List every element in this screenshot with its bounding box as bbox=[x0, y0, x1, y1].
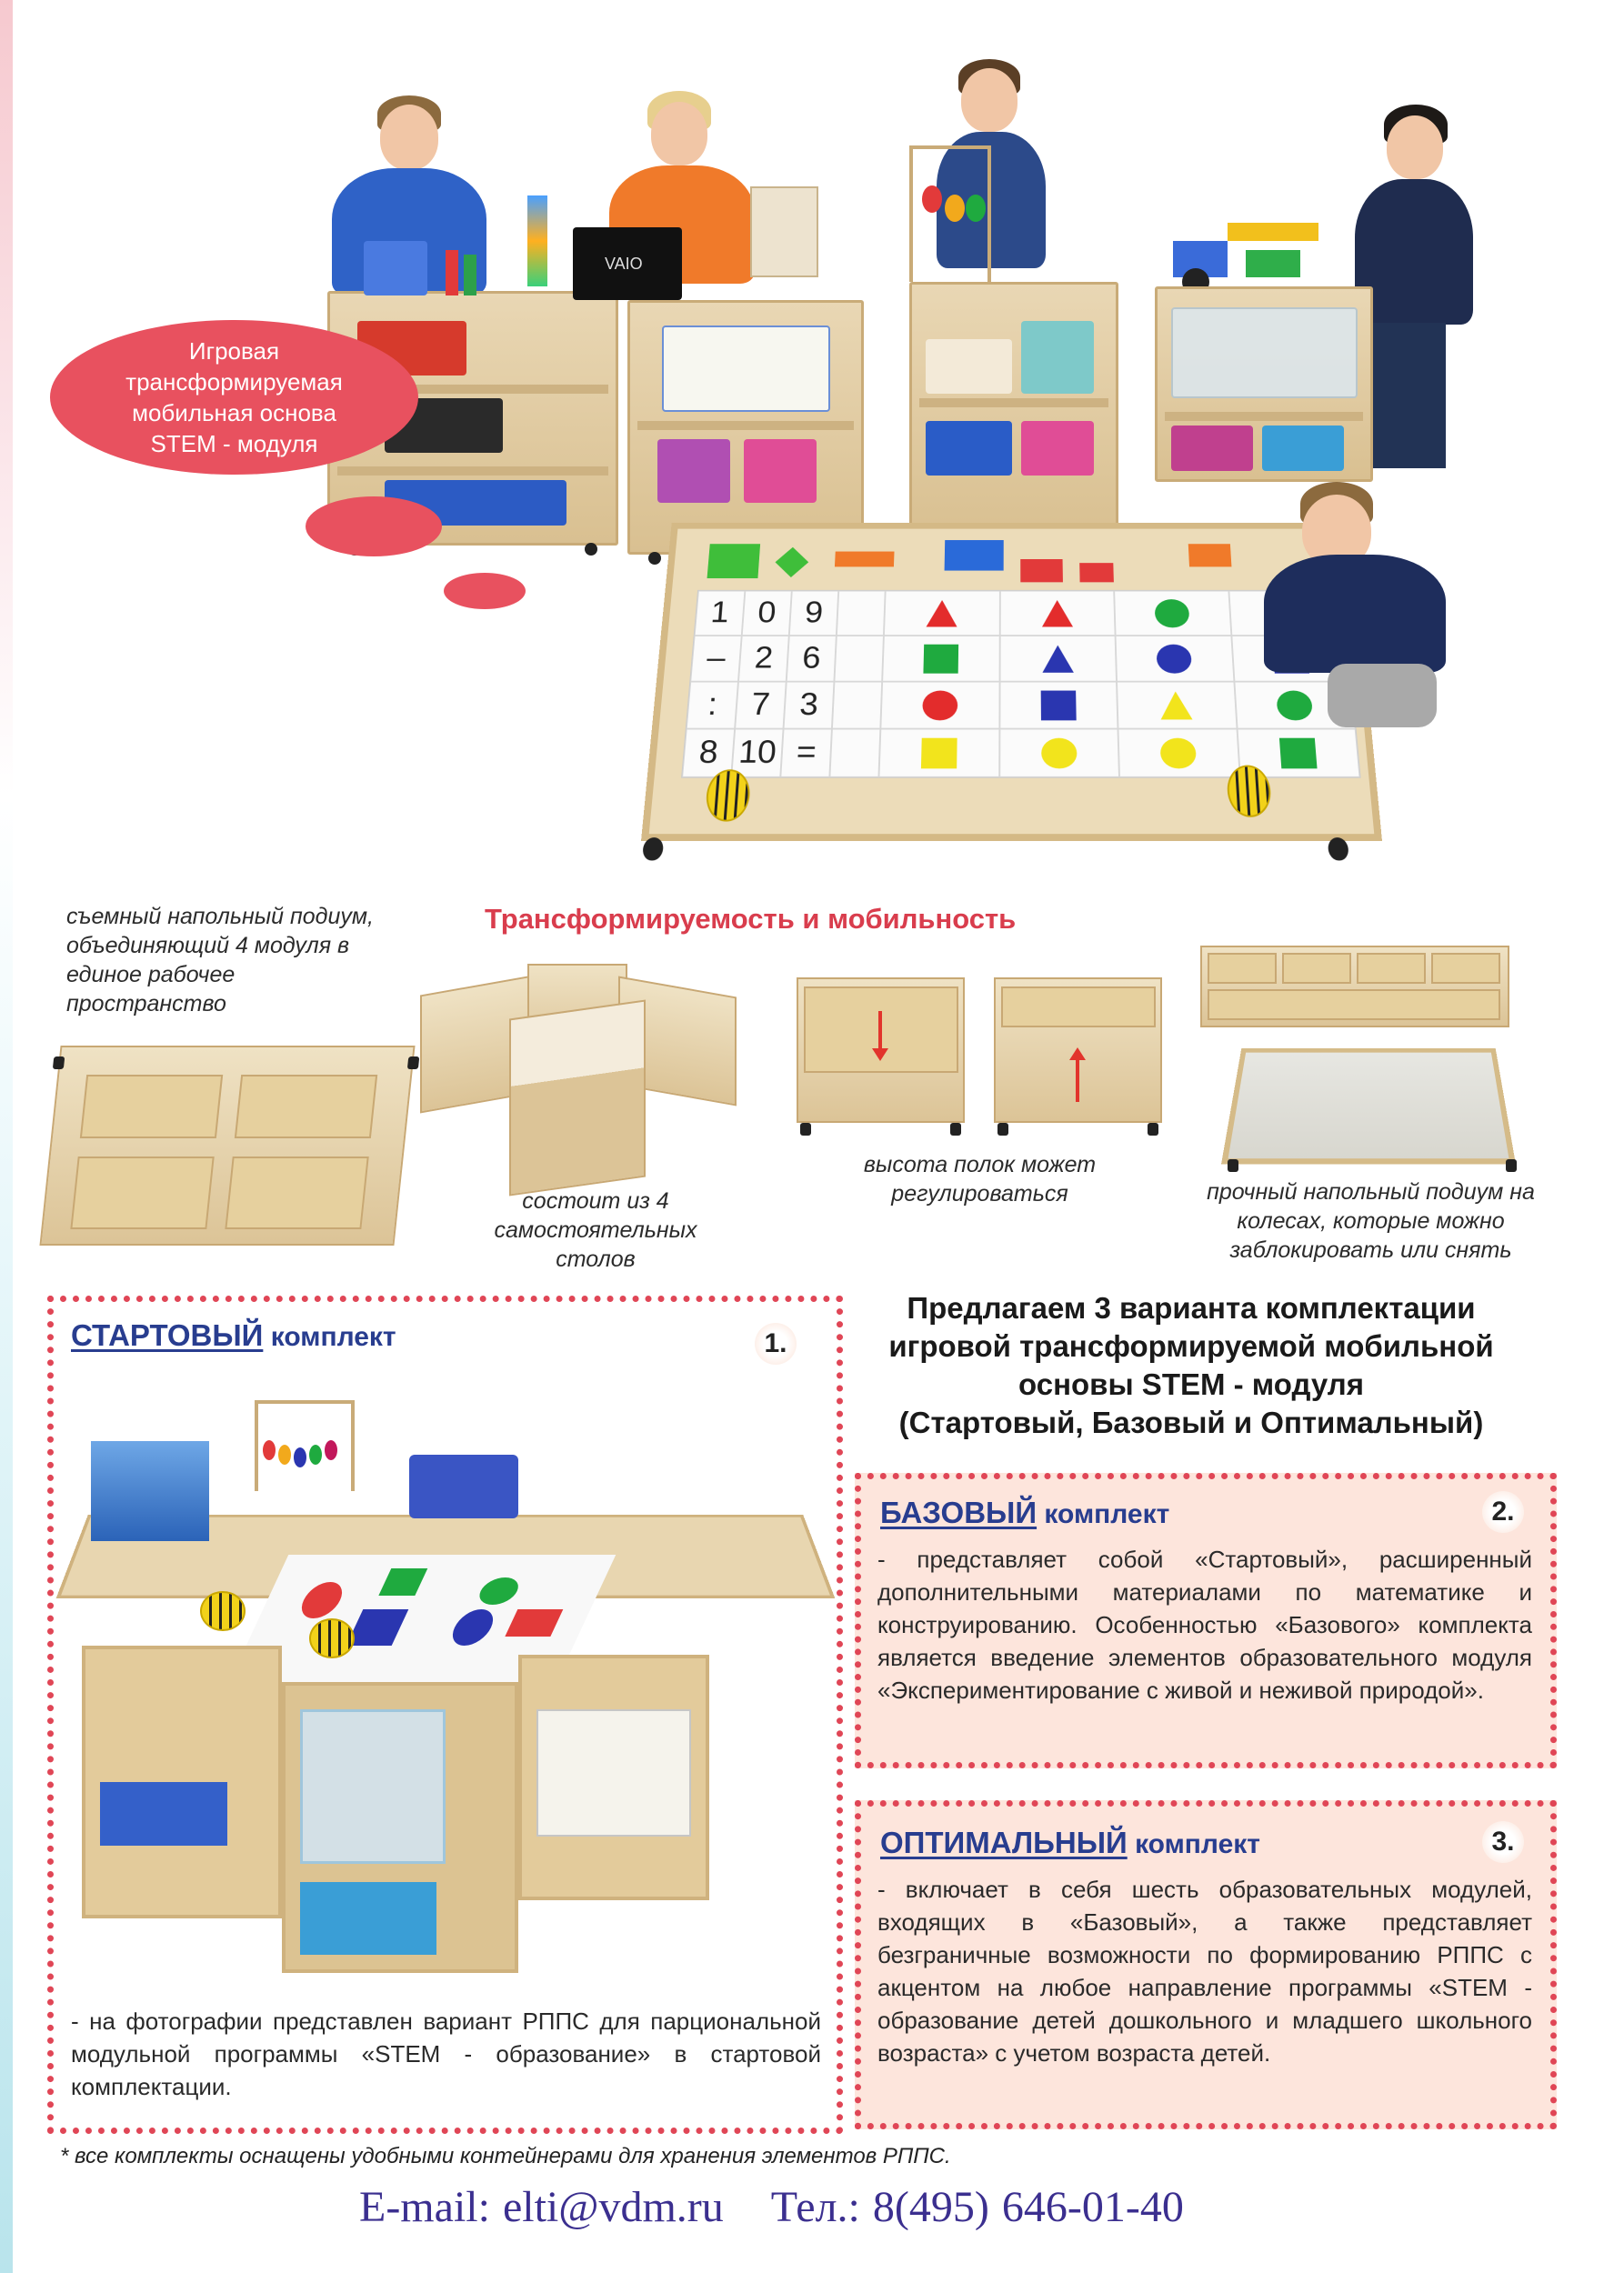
tri-shape-icon bbox=[1042, 600, 1073, 626]
hero-label-bubble bbox=[50, 320, 418, 475]
section-title-transformability: Трансформируемость и мобильность bbox=[485, 903, 1017, 935]
mat-shape-cell bbox=[1114, 591, 1231, 636]
mat-shape-cell bbox=[878, 729, 998, 777]
child-figure-5-crouching bbox=[1246, 482, 1455, 746]
mat-number-cell: 1 bbox=[695, 591, 746, 636]
offer-line-1: Предлагаем 3 варианта комплектации bbox=[907, 1291, 1476, 1325]
kit-description-starter: - на фотографии представлен вариант РППС для парциональной модульной программы «STEM - образование» в стартовой комплектации. bbox=[71, 2008, 821, 2100]
shelf-cabinet-raised bbox=[994, 977, 1162, 1123]
mat-shape-cell bbox=[1117, 682, 1237, 729]
mat-number-cell: – bbox=[690, 636, 741, 682]
kit-number-badge-3: 3. bbox=[1482, 1821, 1524, 1863]
mat-number-cell: = bbox=[780, 729, 832, 777]
kit-description-base: - представляет собой «Стартовый», расширенный дополнительными материалами по математике и конструированию. Особенностью «Базового» комплекта является введение элементов образовательного модуля «Экспериментирование с живой и неживой природой». bbox=[877, 1546, 1532, 1704]
model-house bbox=[750, 186, 818, 277]
mat-shape-cell bbox=[1118, 729, 1239, 777]
mat-number-cell bbox=[832, 682, 882, 729]
construction-robot bbox=[1173, 205, 1355, 295]
kit-suffix-starter: комплект bbox=[270, 1322, 396, 1352]
mat-shape-cell bbox=[999, 682, 1118, 729]
circle-shape-icon bbox=[1041, 737, 1078, 768]
mat-number-cell: : bbox=[687, 682, 738, 729]
footnote: * все комплекты оснащены удобными контейнерами для хранения элементов РППС. bbox=[60, 2144, 951, 2168]
laptop bbox=[573, 227, 682, 300]
mat-number-cell: 0 bbox=[742, 591, 792, 636]
mat-shape-cell bbox=[999, 591, 1115, 636]
kit-suffix-base: комплект bbox=[1044, 1499, 1170, 1529]
kit-name-starter: СТАРТОВЫЙ bbox=[71, 1318, 264, 1352]
caption-shelf-height: высота полок может регулироваться bbox=[863, 1152, 1097, 1207]
decorative-red-dot-small bbox=[444, 573, 526, 609]
mat-number-cell: 2 bbox=[738, 636, 789, 682]
contact-line bbox=[359, 2182, 1184, 2232]
offer-line-3: основы STEM - модуля bbox=[1018, 1367, 1364, 1401]
shelf-cabinet-lowered bbox=[797, 977, 965, 1123]
kit-heading-optimal bbox=[880, 1826, 1260, 1860]
mat-number-cell: 8 bbox=[682, 729, 735, 777]
tri-shape-icon bbox=[1042, 645, 1074, 672]
caption-podium-combined: съемный напольный подиум, объединяющий 4 модуля в единое рабочее пространство bbox=[66, 904, 374, 1016]
mat-shape-cell bbox=[999, 636, 1117, 682]
mat-number-cell bbox=[837, 591, 886, 636]
module-cabinet-3 bbox=[909, 282, 1118, 536]
hero-label-line-3: мобильная основа bbox=[132, 399, 336, 426]
hero-label-line-4: STEM - модуля bbox=[150, 430, 318, 457]
mat-number-cell bbox=[834, 636, 883, 682]
module-cabinet-4 bbox=[1155, 286, 1373, 482]
kit-description-optimal: - включает в себя шесть образовательных модулей, входящих в «Базовый», а также представляет безграничные возможности по формированию РППС с акцентом на любое направление программы «STEM - образование детей дошкольного и младшего школьного возраста» с учетом возраста детей. bbox=[877, 1876, 1532, 2067]
decorative-red-dot-large bbox=[306, 496, 442, 556]
circle-shape-icon bbox=[1160, 737, 1198, 768]
mat-number-cell bbox=[829, 729, 880, 777]
square-shape-icon bbox=[921, 737, 957, 768]
offer-line-4: (Стартовый, Базовый и Оптимальный) bbox=[898, 1406, 1484, 1439]
mat-number-cell: 6 bbox=[787, 636, 837, 682]
offer-line-2: игровой трансформируемой мобильной bbox=[888, 1329, 1494, 1363]
kit-suffix-optimal: комплект bbox=[1135, 1829, 1260, 1859]
mat-shape-cell bbox=[880, 682, 999, 729]
tri-shape-icon bbox=[1160, 691, 1193, 719]
kit-number-badge-2: 2. bbox=[1482, 1491, 1524, 1533]
hero-label-line-2: трансформируемая bbox=[125, 368, 343, 396]
mat-number-cell: 3 bbox=[784, 682, 835, 729]
kit-number-badge-1: 1. bbox=[755, 1323, 797, 1365]
circle-shape-icon bbox=[922, 690, 957, 720]
science-toys bbox=[346, 205, 600, 295]
module-cabinet-2 bbox=[627, 300, 864, 555]
caption-floor-podium: прочный напольный подиум на колесах, которые можно заблокировать или снять bbox=[1207, 1179, 1535, 1263]
kit-heading-base bbox=[880, 1496, 1169, 1530]
pendulum-frame bbox=[909, 145, 991, 282]
circle-shape-icon bbox=[1155, 599, 1190, 627]
mat-shape-cell bbox=[999, 729, 1119, 777]
laptop-brand-label: VAIO bbox=[605, 255, 643, 273]
floor-podium-on-wheels bbox=[1221, 1048, 1516, 1165]
mat-shape-cell bbox=[1116, 636, 1234, 682]
offer-heading bbox=[841, 1289, 1541, 1442]
contact-phone[interactable]: Тел.: 8(495) 646-01-40 bbox=[770, 2183, 1184, 2231]
contact-email[interactable]: E-mail: elti@vdm.ru bbox=[359, 2183, 724, 2231]
circle-shape-icon bbox=[1157, 644, 1193, 673]
square-shape-icon bbox=[1040, 690, 1076, 720]
kit-heading-starter bbox=[71, 1318, 396, 1353]
mat-number-cell: 9 bbox=[789, 591, 838, 636]
square-shape-icon bbox=[924, 644, 959, 673]
kit-name-optimal: ОПТИМАЛЬНЫЙ bbox=[880, 1826, 1128, 1859]
decorative-gradient-strip bbox=[0, 0, 13, 2273]
mat-number-cell: 7 bbox=[735, 682, 787, 729]
hero-label-line-1: Игровая bbox=[188, 337, 280, 365]
caption-four-tables: состоит из 4 самостоятельных столов bbox=[494, 1188, 697, 1272]
mat-number-cell: 10 bbox=[731, 729, 783, 777]
combined-table-illustration bbox=[39, 1046, 415, 1246]
mat-shape-cell bbox=[882, 636, 999, 682]
mat-shape-cell bbox=[884, 591, 999, 636]
kit-name-base: БАЗОВЫЙ bbox=[880, 1496, 1038, 1529]
starter-kit-table-photo bbox=[73, 1373, 827, 1973]
tri-shape-icon bbox=[927, 600, 957, 626]
long-shelf-unit bbox=[1200, 946, 1509, 1027]
